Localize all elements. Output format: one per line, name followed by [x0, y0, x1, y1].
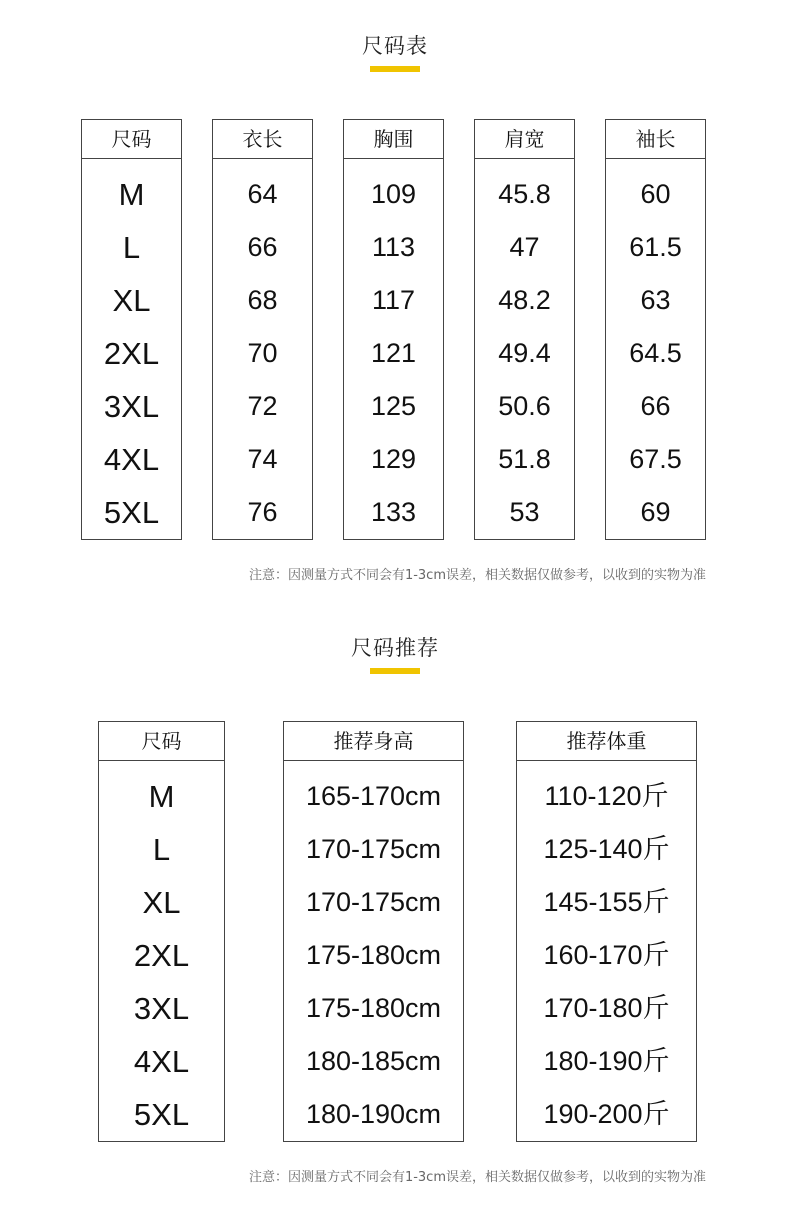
shoulder-cell: 49.4 [498, 338, 551, 368]
recommend-height-cell: 175-180cm [305, 940, 442, 970]
shoulder-cell: 48.2 [498, 285, 551, 315]
length-cell: 66 [247, 232, 278, 262]
recommend-size-cell: 3XL [133, 991, 190, 1026]
recommend-weight-cell: 110-120斤 [544, 781, 669, 811]
size-chart-title: 尺码表 [362, 34, 428, 58]
chest-cell: 117 [371, 285, 416, 315]
length-cell: 68 [247, 285, 278, 315]
sleeve-cell: 61.5 [629, 232, 682, 262]
chest-cell: 113 [371, 232, 416, 262]
recommend-size-cell: XL [142, 885, 181, 920]
recommend-weight-cell: 125-140斤 [543, 834, 670, 864]
length-cell: 70 [247, 338, 278, 368]
recommend-height-cell: 180-190cm [305, 1099, 442, 1129]
size-chart-note: 注意：因测量方式不同会有1-3cm误差，相关数据仅做参考，以收到的实物为准 [248, 568, 706, 583]
size-cell: 5XL [103, 495, 160, 530]
length-cell: 74 [247, 444, 278, 474]
sleeve-cell: 66 [640, 391, 671, 421]
size-cell: L [122, 230, 141, 265]
chest-column-header: 胸围 [344, 120, 443, 159]
size-recommend-note: 注意：因测量方式不同会有1-3cm误差，相关数据仅做参考，以收到的实物为准 [248, 1170, 706, 1185]
size-column-header: 尺码 [82, 120, 181, 159]
recommend-size-cell: L [152, 832, 171, 867]
recommend-size-cell: 2XL [133, 938, 190, 973]
shoulder-cell: 47 [509, 232, 540, 262]
chest-cell: 129 [370, 444, 417, 474]
shoulder-cell: 50.6 [498, 391, 551, 421]
recommend-size-cell: 4XL [133, 1044, 190, 1079]
length-column-header: 衣长 [213, 120, 312, 159]
recommend-weight-cell: 160-170斤 [543, 940, 670, 970]
length-cell: 72 [247, 391, 278, 421]
size-cell: 4XL [103, 442, 160, 477]
size-cell: XL [112, 283, 151, 318]
chest-cell: 133 [370, 497, 417, 527]
sleeve-cell: 64.5 [629, 338, 682, 368]
recommend-weight-cell: 145-155斤 [543, 887, 670, 917]
size-cell: M [118, 177, 145, 212]
recommend-height-column [283, 721, 464, 1142]
size-recommend-title: 尺码推荐 [351, 636, 439, 660]
length-cell: 76 [247, 497, 278, 527]
sleeve-cell: 63 [640, 285, 671, 315]
recommend-weight-cell: 190-200斤 [543, 1099, 670, 1129]
shoulder-cell: 53 [509, 497, 540, 527]
sleeve-cell: 69 [640, 497, 671, 527]
length-column [212, 119, 313, 540]
recommend-weight-cell: 180-190斤 [543, 1046, 670, 1076]
recommend-weight-header: 推荐体重 [517, 722, 696, 761]
recommend-weight-cell: 170-180斤 [543, 993, 670, 1023]
chest-cell: 125 [370, 391, 417, 421]
shoulder-cell: 51.8 [498, 444, 551, 474]
recommend-height-cell: 170-175cm [305, 834, 442, 864]
recommend-size-header: 尺码 [99, 722, 224, 761]
size-cell: 2XL [103, 336, 160, 371]
recommend-size-column [98, 721, 225, 1142]
recommend-weight-column [516, 721, 697, 1142]
sleeve-column-header: 袖长 [606, 120, 705, 159]
sleeve-cell: 67.5 [629, 444, 682, 474]
sleeve-cell: 60 [640, 179, 671, 209]
shoulder-cell: 45.8 [498, 179, 551, 209]
chest-column [343, 119, 444, 540]
recommend-height-cell: 170-175cm [305, 887, 442, 917]
recommend-height-cell: 165-170cm [305, 781, 442, 811]
chest-cell: 109 [370, 179, 417, 209]
size-chart-title-underline [370, 66, 420, 72]
recommend-size-cell: M [148, 779, 175, 814]
recommend-height-cell: 175-180cm [305, 993, 442, 1023]
recommend-height-cell: 180-185cm [305, 1046, 442, 1076]
recommend-size-cell: 5XL [133, 1097, 190, 1132]
shoulder-column-header: 肩宽 [475, 120, 574, 159]
size-column [81, 119, 182, 540]
recommend-height-header: 推荐身高 [284, 722, 463, 761]
sleeve-column [605, 119, 706, 540]
size-recommend-title-underline [370, 668, 420, 674]
size-cell: 3XL [103, 389, 160, 424]
shoulder-column [474, 119, 575, 540]
chest-cell: 121 [370, 338, 417, 368]
length-cell: 64 [247, 179, 278, 209]
